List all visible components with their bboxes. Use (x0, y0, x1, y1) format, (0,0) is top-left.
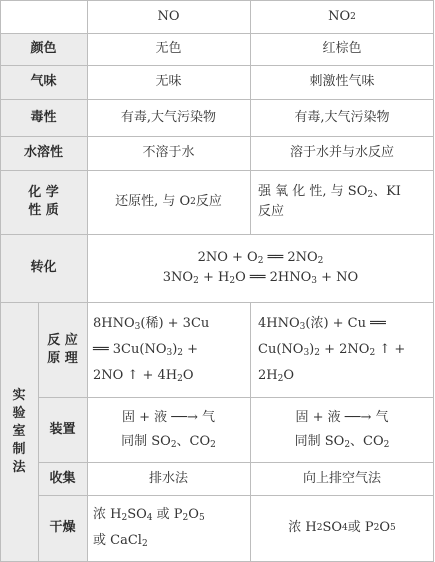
no-chemical-properties: 还原性, 与 O 2 反应 (115, 194, 222, 209)
row-label-odor: 气味 (30, 74, 57, 89)
conversion-equations: $2NO + O_2$ ══ $2NO_2$ $3NO_2 + H_2O$ ══ $2HNO_3$ + NO (162, 250, 359, 286)
no-odor: 无味 (155, 74, 182, 89)
no-color: 无色 (155, 41, 182, 56)
no2-odor: 刺激性气味 (309, 74, 375, 89)
no2-apparatus: 固 + 液 ──→ 气 同制 $SO_2$、$CO_2$ (294, 409, 390, 450)
no-reaction-principle: $8HNO_3$(稀) + 3Cu ══ $3Cu(NO_3)_2$ + 2NO ↑ + $4H_2O$ (93, 315, 210, 384)
row-label-color: 颜色 (30, 41, 57, 56)
no2-chemical-properties: 强 氧 化 性, 与 $SO_2$、KI 反应 (258, 184, 401, 219)
lab-preparation-group-label: 实 验 室 制 法 (12, 387, 26, 475)
no2-solubility: 溶于水并与水反应 (289, 145, 394, 160)
row-label-apparatus: 装置 (49, 421, 76, 437)
row-label-collection: 收集 (49, 470, 76, 486)
row-label-solubility: 水溶性 (23, 145, 63, 160)
header-no2: NO 2 (328, 8, 356, 24)
row-label-drying: 干燥 (49, 520, 76, 535)
row-label-conversion: 转化 (30, 260, 57, 275)
no-solubility: 不溶于水 (142, 145, 195, 160)
no2-reaction-principle: $4HNO_3$(浓) + Cu ══ $Cu(NO_3)_2 + 2NO_2$ ↑ + $2H_2O$ (258, 315, 406, 384)
no2-toxicity: 有毒,大气污染物 (294, 109, 390, 125)
row-label-toxicity: 毒性 (30, 109, 57, 125)
no-drying: 浓 $H_2SO_4$ 或 $P_2O_5$ 或 CaCl$_2$ (93, 507, 205, 549)
no2-color: 红棕色 (322, 41, 362, 56)
no-collection: 排水法 (148, 470, 188, 486)
no-toxicity: 有毒,大气污染物 (120, 109, 217, 125)
no2-drying: 浓 H 2 SO 4 或 P 2 O 5 (288, 520, 396, 535)
no2-collection: 向上排空气法 (302, 470, 381, 486)
row-label-chemical-properties: 化 学 性 质 (28, 185, 59, 218)
header-no-text: NO (157, 8, 180, 24)
header-no (87, 0, 250, 33)
no-apparatus: 固 + 液 ──→ 气 同制 $SO_2$、$CO_2$ (121, 409, 216, 450)
row-label-reaction-principle: 反 应 原 理 (47, 332, 78, 366)
